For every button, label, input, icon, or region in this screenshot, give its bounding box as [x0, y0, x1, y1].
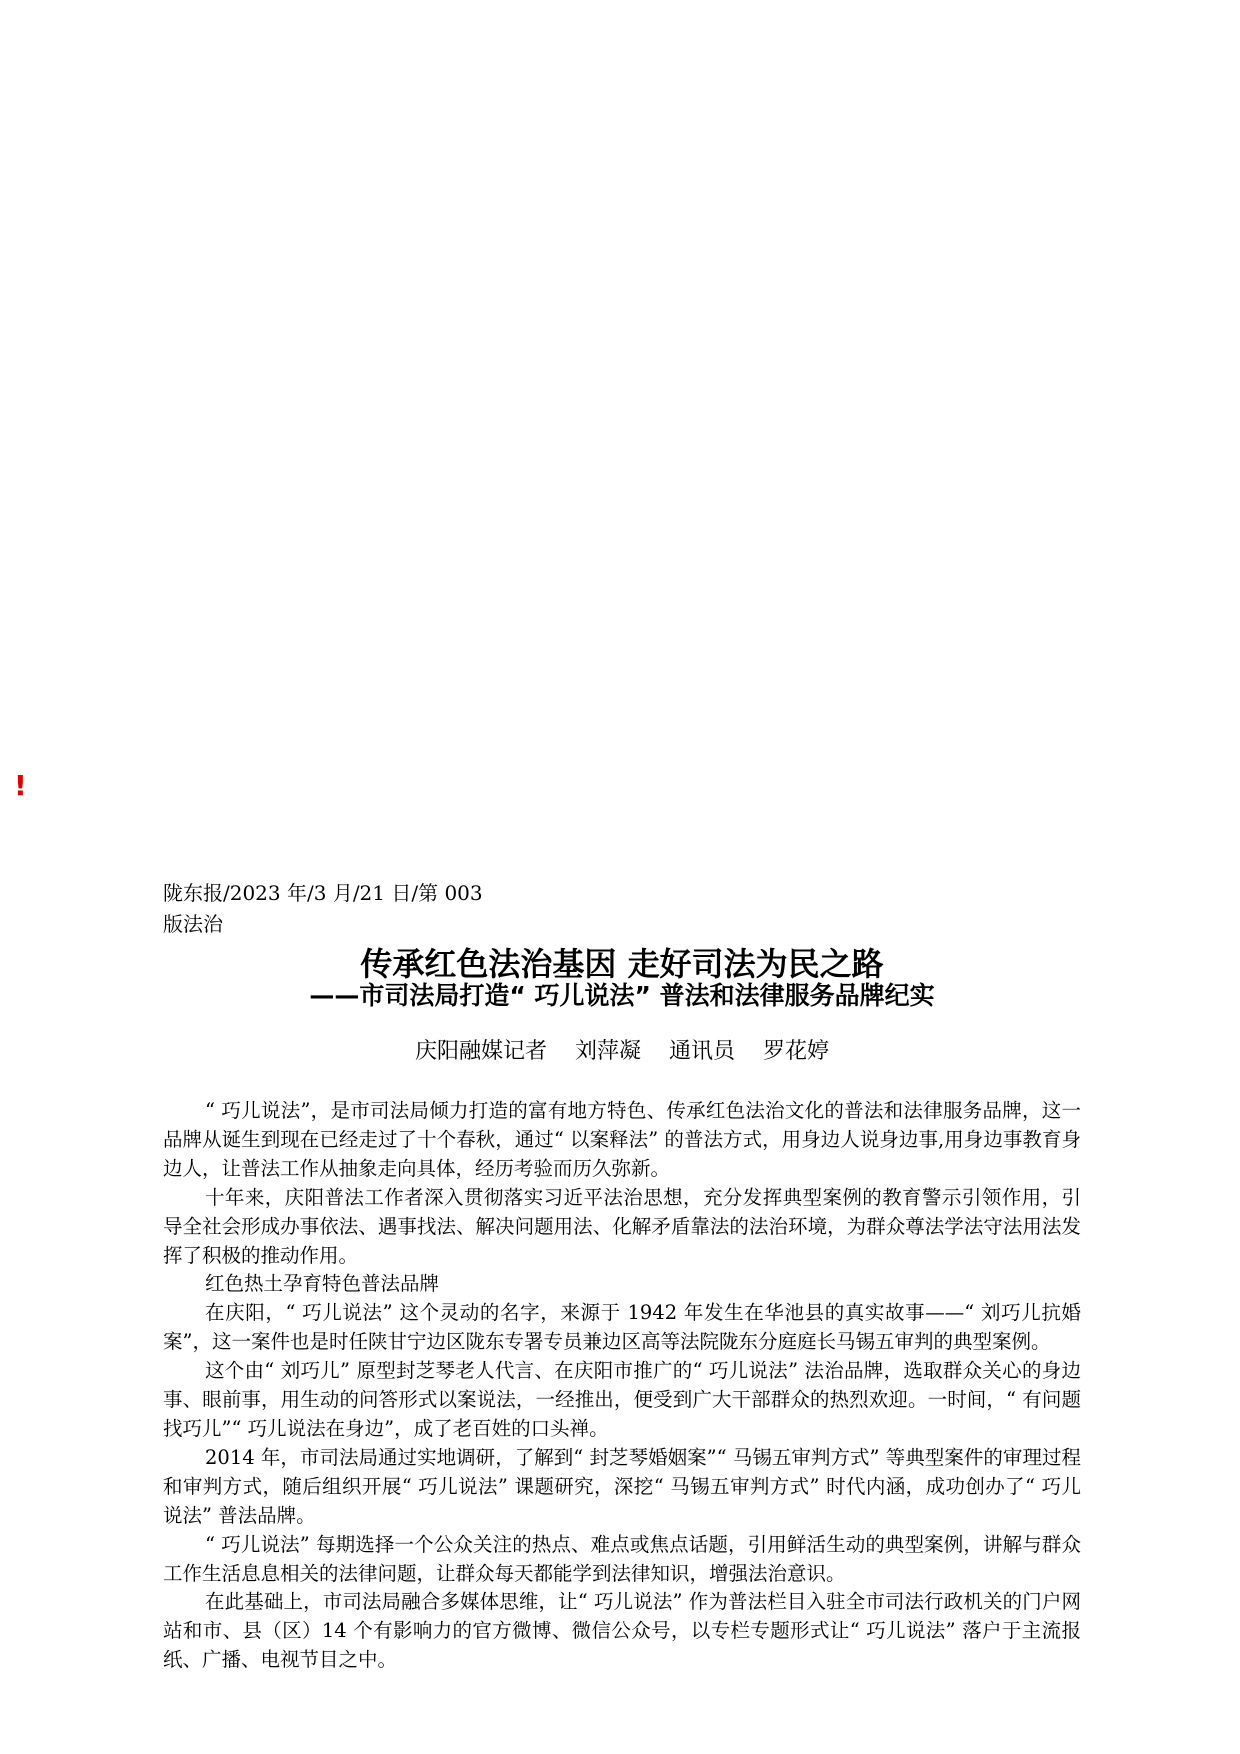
- paragraph: 2014 年，市司法局通过实地调研，了解到“ 封芝琴婚姻案”“ 马锡五审判方式” 等典型案件的审理过程和审判方式，随后组织开展“ 巧儿说法” 课题研究，深挖“ 马锡五审判方式” 时代内涵，成功创办了“ 巧儿说法” 普法品牌。: [163, 1445, 1081, 1527]
- paragraph: 这个由“ 刘巧儿” 原型封芝琴老人代言、在庆阳市推广的“ 巧儿说法” 法治品牌，选取群众关心的身边事、眼前事，用生动的问答形式以案说法，一经推出，便受到广大干部群众的热烈欢迎。一时间，“ 有问题找巧儿”“ 巧儿说法在身边”，成了老百姓的口头禅。: [163, 1359, 1081, 1440]
- paragraph: 在庆阳，“ 巧儿说法” 这个灵动的名字，来源于 1942 年发生在华池县的真实故事——“ 刘巧儿抗婚案”，这一案件也是时任陕甘宁边区陇东专署专员兼边区高等法院陇东分庭庭长马锡五审判的典型案例。: [163, 1301, 1081, 1354]
- paragraph: “ 巧儿说法”，是市司法局倾力打造的富有地方特色、传承红色法治文化的普法和法律服务品牌，这一品牌从诞生到现在已经走过了十个春秋，通过“ 以案释法” 的普法方式，用身边人说身边事,用身边事教育身边人，让普法工作从抽象走向具体，经历考验而历久弥新。: [163, 1099, 1081, 1180]
- paragraph: “ 巧儿说法” 每期选择一个公众关注的热点、难点或焦点话题，引用鲜活生动的典型案例，讲解与群众工作生活息息相关的法律问题，让群众每天都能学到法律知识，增强法治意识。: [163, 1532, 1081, 1585]
- paragraph: 在此基础上，市司法局融合多媒体思维，让“ 巧儿说法” 作为普法栏目入驻全市司法行政机关的门户网站和市、县（区）14 个有影响力的官方微博、微信公众号，以专栏专题形式让“ 巧儿说法” 落户于主流报纸、广播、电视节目之中。: [163, 1590, 1081, 1672]
- article-body: [163, 1097, 1081, 1675]
- paragraph: 十年来，庆阳普法工作者深入贯彻落实习近平法治思想，充分发挥典型案例的教育警示引领作用，引导全社会形成办事依法、遇事找法、解决问题用法、化解矛盾靠法的法治环境，为群众尊法学法守法用法发挥了积极的推动作用。: [163, 1185, 1081, 1267]
- red-exclamation-mark: !: [14, 769, 27, 802]
- article-subtitle: ——市司法局打造“ 巧儿说法” 普法和法律服务品牌纪实: [309, 981, 935, 1010]
- article-byline: 庆阳融媒记者 刘萍凝 通讯员 罗花婷: [415, 1039, 829, 1064]
- section-heading: 红色热土孕育特色普法品牌: [205, 1272, 440, 1296]
- article-title: 传承红色法治基因 走好司法为民之路: [360, 945, 884, 983]
- publication-source: 陇东报/2023 年/3 月/21 日/第 003 版法治: [163, 881, 483, 936]
